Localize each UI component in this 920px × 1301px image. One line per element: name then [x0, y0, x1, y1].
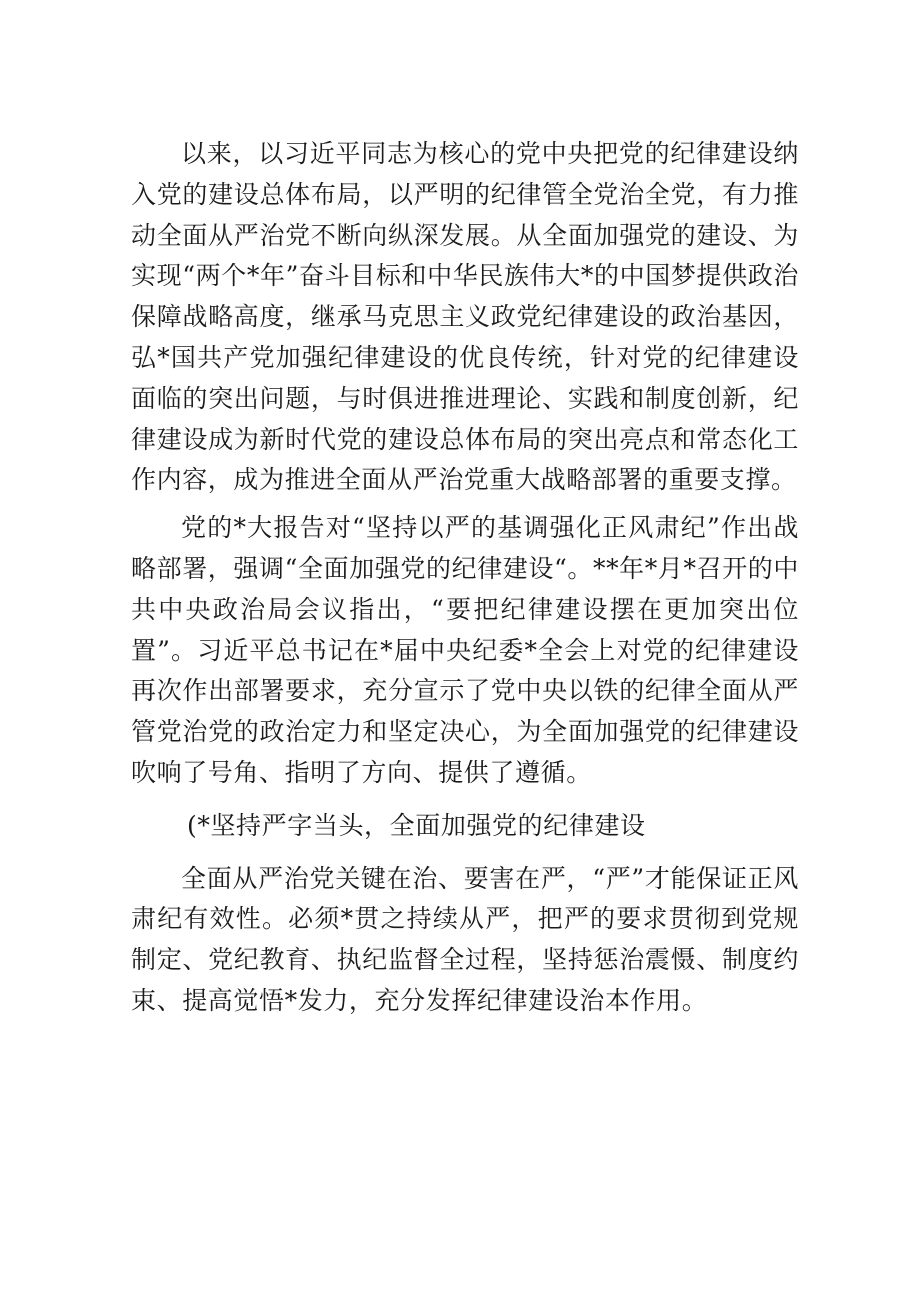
paragraph-discipline-overview: 以来，以习近平同志为核心的党中央把党的纪律建设纳入党的建设总体布局，以严明的纪律管全党治全党，有力推动全面从严治党不断向纵深发展。从全面加强党的建设、为实现“两个*年”奋斗目标和中华民族伟大*的中国梦提供政治保障战略高度，继承马克思主义政党纪律建设的政治基因，弘*国共产党加强纪律建设的优良传统，针对党的纪律建设面临的突出问题，与时俱进推进理论、实践和制度创新，纪律建设成为新时代党的建设总体布局的突出亮点和常态化工作内容，成为推进全面从严治党重大战略部署的重要支撑。: [131, 139, 799, 495]
paragraph-strict-governance: 全面从严治党关键在治、要害在严，“严”才能保证正风肃纪有效性。必须*贯之持续从严，把严的要求贯彻到党规制定、党纪教育、执纪监督全过程，坚持惩治震慑、制度约束、提高觉悟*发力，充分发挥纪律建设治本作用。: [131, 863, 799, 1015]
section-heading: (*坚持严字当头，全面加强党的纪律建设: [187, 810, 646, 840]
document-body: [131, 134, 799, 1022]
paragraph-congress-report: 党的*大报告对“坚持以严的基调强化正风肃纪”作出战略部署，强调“全面加强党的纪律建设“。**年*月*召开的中共中央政治局会议指出，“要把纪律建设摆在更加突出位置”。习近平总书记在*届中央纪委*全会上对党的纪律建设再次作出部署要求，充分宣示了党中央以铁的纪律全面从严管党治党的政治定力和坚定决心，为全面加强党的纪律建设吹响了号角、指明了方向、提供了遵循。: [131, 513, 799, 787]
